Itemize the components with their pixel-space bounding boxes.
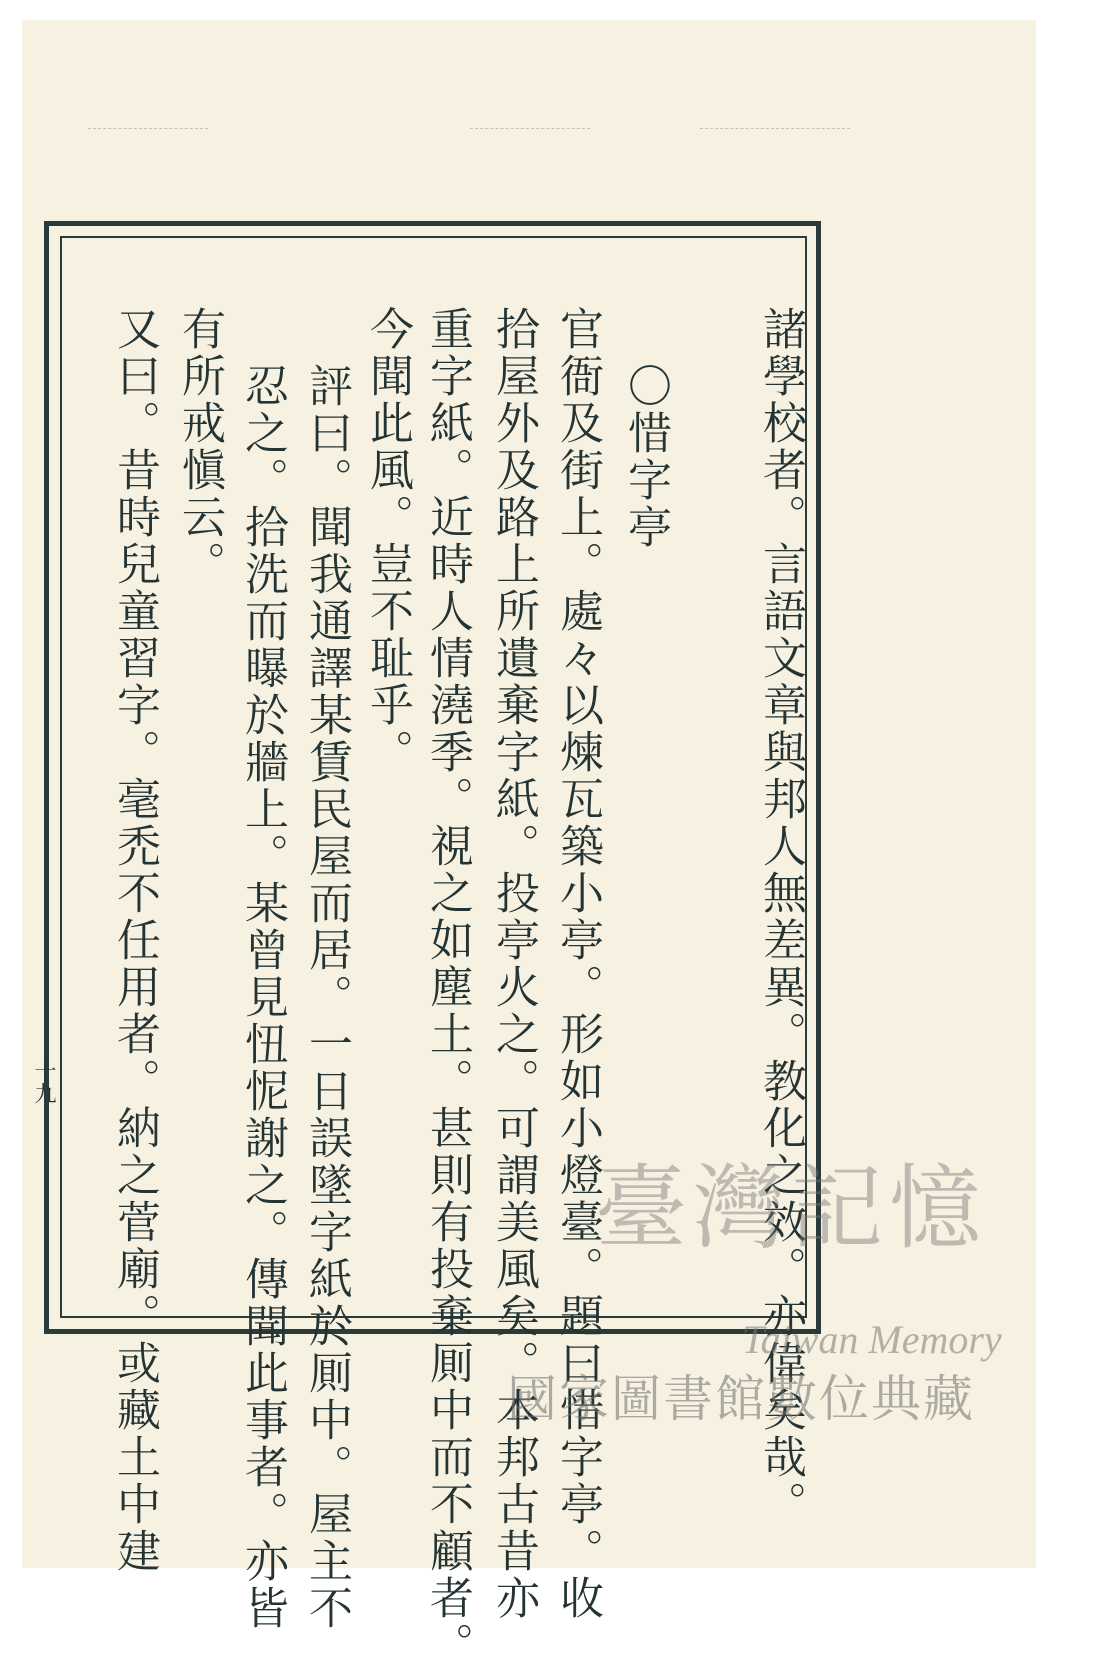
text-column-5: 重字紙。近時人情澆季。視之如塵土。甚則有投棄厠中而不顧者。: [422, 306, 473, 1669]
text-column-9: 有所戒愼云。: [174, 306, 225, 588]
watermark-logo: 臺灣記憶: [595, 1155, 988, 1262]
text-column-1: 諸學校者。言語文章與邦人無差異。教化之效。亦偉矣哉。: [755, 306, 806, 1528]
text-column-3: 官衙及街上。處々以煉瓦築小亭。形如小燈臺。題曰惜字亭。收: [552, 306, 603, 1622]
section-heading: 〇惜字亭: [620, 363, 671, 551]
text-column-10: 又曰。昔時兒童習字。毫禿不任用者。納之菅廟。或藏土中建: [109, 306, 160, 1575]
watermark-english: Taiwan Memory: [742, 1317, 1002, 1362]
text-column-4: 拾屋外及路上所遺棄字紙。投亭火之。可謂美風矣。本邦古昔亦: [488, 306, 539, 1622]
watermark-library: 國家圖書館數位典藏: [507, 1370, 975, 1428]
text-column-6: 今聞此風。豈不耻乎。: [362, 306, 413, 776]
faint-rule: [700, 128, 850, 130]
page-number: 十九: [31, 1060, 56, 1104]
text-column-7: 評曰。聞我通譯某賃民屋而居。一日誤墜字紙於厠中。屋主不: [301, 363, 352, 1632]
text-column-8: 忍之。拾洗而曝於牆上。某曾見忸怩謝之。傳聞此事者。亦皆: [237, 363, 288, 1632]
faint-rule: [470, 128, 590, 130]
faint-rule: [88, 128, 208, 130]
